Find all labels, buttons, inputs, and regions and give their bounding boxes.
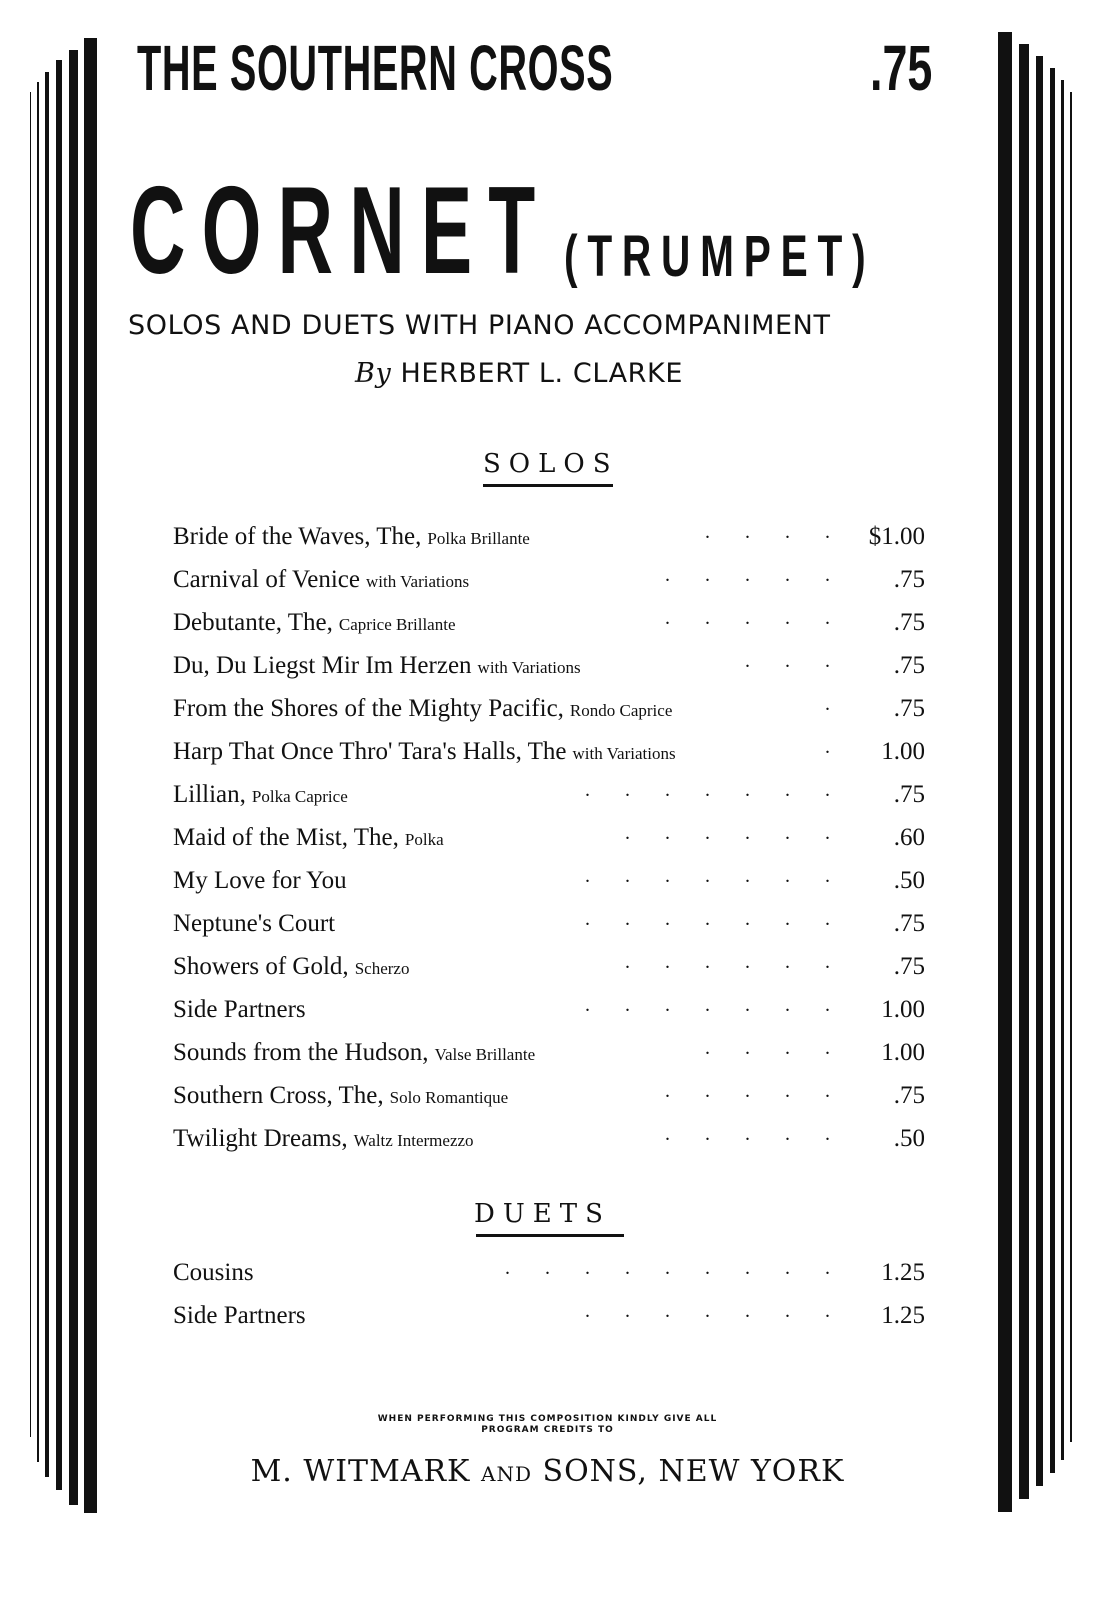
item-subtitle: Caprice Brillante: [338, 615, 456, 634]
item-price: .75: [893, 695, 925, 722]
list-item: [173, 773, 925, 816]
item-leader-dots: . . . . . . .: [585, 1300, 830, 1322]
item-leader-dots: . . . . .: [665, 1123, 830, 1145]
item-price: 1.00: [881, 738, 925, 765]
instrument-alt-title: (TRUMPET): [564, 224, 876, 289]
price-label: .75: [870, 32, 933, 104]
item-price: 1.25: [881, 1302, 925, 1329]
list-item: [173, 1117, 925, 1160]
item-price: .60: [893, 824, 925, 851]
item-subtitle: Polka: [404, 830, 444, 849]
item-leader-dots: . . . .: [705, 521, 830, 543]
item-leader-dots: .: [825, 736, 830, 758]
item-subtitle: Rondo Caprice: [569, 701, 673, 720]
publisher-and: AND: [481, 1462, 532, 1486]
item-title: Side Partners: [173, 996, 306, 1023]
solos-heading-underline: [483, 484, 613, 487]
item-price: .75: [893, 609, 925, 636]
item-title: Carnival of Venice: [173, 566, 360, 593]
publisher-name-a: M. WITMARK: [250, 1454, 471, 1489]
item-leader-dots: . . . .: [705, 1037, 830, 1059]
item-subtitle: with Variations: [365, 572, 470, 591]
list-item: [173, 687, 925, 730]
item-price: .75: [893, 1082, 925, 1109]
duets-heading: DUETS: [474, 1199, 611, 1229]
list-item: [173, 644, 925, 687]
subtitle: SOLOS AND DUETS WITH PIANO ACCOMPANIMENT: [128, 310, 831, 341]
item-subtitle: Polka Brillante: [427, 529, 530, 548]
byline: [355, 354, 683, 394]
publisher: [0, 1452, 1095, 1494]
item-leader-dots: . . . . . .: [625, 822, 830, 844]
item-subtitle: Solo Romantique: [389, 1088, 509, 1107]
list-item: [173, 1294, 925, 1337]
item-title: Showers of Gold,: [173, 953, 349, 980]
item-price: .75: [893, 566, 925, 593]
item-title: Side Partners: [173, 1302, 306, 1329]
item-price: .50: [893, 1125, 925, 1152]
item-leader-dots: . . . . . . .: [585, 779, 830, 801]
list-item: [173, 1251, 925, 1294]
list-item: [173, 601, 925, 644]
item-price: 1.00: [881, 1039, 925, 1066]
item-title: Lillian,: [173, 781, 246, 808]
series-title: THE SOUTHERN CROSS: [137, 32, 614, 104]
item-leader-dots: . . .: [745, 650, 830, 672]
composer-name: HERBERT L. CLARKE: [400, 358, 683, 389]
item-price: .75: [893, 953, 925, 980]
item-leader-dots: . . . . .: [665, 1080, 830, 1102]
list-item: [173, 1031, 925, 1074]
item-price: .75: [893, 781, 925, 808]
item-title: From the Shores of the Mighty Pacific,: [173, 695, 564, 722]
solos-list: [173, 515, 925, 1160]
item-title: Bride of the Waves, The,: [173, 523, 422, 550]
item-leader-dots: . . . . .: [665, 607, 830, 629]
item-title: Neptune's Court: [173, 910, 336, 937]
item-title: Maid of the Mist, The,: [173, 824, 399, 851]
item-price: .75: [893, 652, 925, 679]
credits-line-2: PROGRAM CREDITS TO: [481, 1425, 614, 1435]
instrument-title: CORNET: [130, 162, 552, 300]
item-leader-dots: . . . . . . .: [585, 994, 830, 1016]
list-item: [173, 730, 925, 773]
item-price: 1.25: [881, 1259, 925, 1286]
item-title: Harp That Once Thro' Tara's Halls, The: [173, 738, 567, 765]
duets-list: [173, 1251, 925, 1337]
list-item: [173, 558, 925, 601]
item-leader-dots: .: [825, 693, 830, 715]
item-subtitle: Polka Caprice: [251, 787, 348, 806]
item-subtitle: Valse Brillante: [434, 1045, 536, 1064]
item-leader-dots: . . . . . . . . .: [505, 1257, 830, 1279]
item-leader-dots: . . . . . . .: [585, 865, 830, 887]
item-leader-dots: . . . . . . .: [585, 908, 830, 930]
item-title: Twilight Dreams,: [173, 1125, 348, 1152]
item-subtitle: Scherzo: [354, 959, 410, 978]
item-title: Du, Du Liegst Mir Im Herzen: [173, 652, 472, 679]
item-subtitle: with Variations: [572, 744, 676, 763]
item-price: $1.00: [868, 523, 925, 550]
item-title: Debutante, The,: [173, 609, 333, 636]
list-item: [173, 515, 925, 558]
item-subtitle: with Variations: [477, 658, 581, 677]
item-title: Southern Cross, The,: [173, 1082, 384, 1109]
list-item: [173, 859, 925, 902]
list-item: [173, 988, 925, 1031]
list-item: [173, 1074, 925, 1117]
duets-heading-underline: [476, 1234, 624, 1237]
credits-line-1: WHEN PERFORMING THIS COMPOSITION KINDLY GIVE ALL: [377, 1414, 718, 1424]
item-subtitle: Waltz Intermezzo: [353, 1131, 474, 1150]
item-title: My Love for You: [173, 867, 347, 894]
item-price: .75: [893, 910, 925, 937]
list-item: [173, 902, 925, 945]
item-title: Sounds from the Hudson,: [173, 1039, 429, 1066]
list-item: [173, 945, 925, 988]
item-price: .50: [893, 867, 925, 894]
program-credits-note: [0, 1414, 1095, 1436]
item-title: Cousins: [173, 1259, 254, 1286]
item-leader-dots: . . . . .: [665, 564, 830, 586]
publisher-name-b: SONS, NEW YORK: [542, 1454, 845, 1489]
list-item: [173, 816, 925, 859]
item-leader-dots: . . . . . .: [625, 951, 830, 973]
solos-heading: SOLOS: [483, 449, 619, 479]
item-price: 1.00: [881, 996, 925, 1023]
by-label: By: [355, 358, 392, 389]
